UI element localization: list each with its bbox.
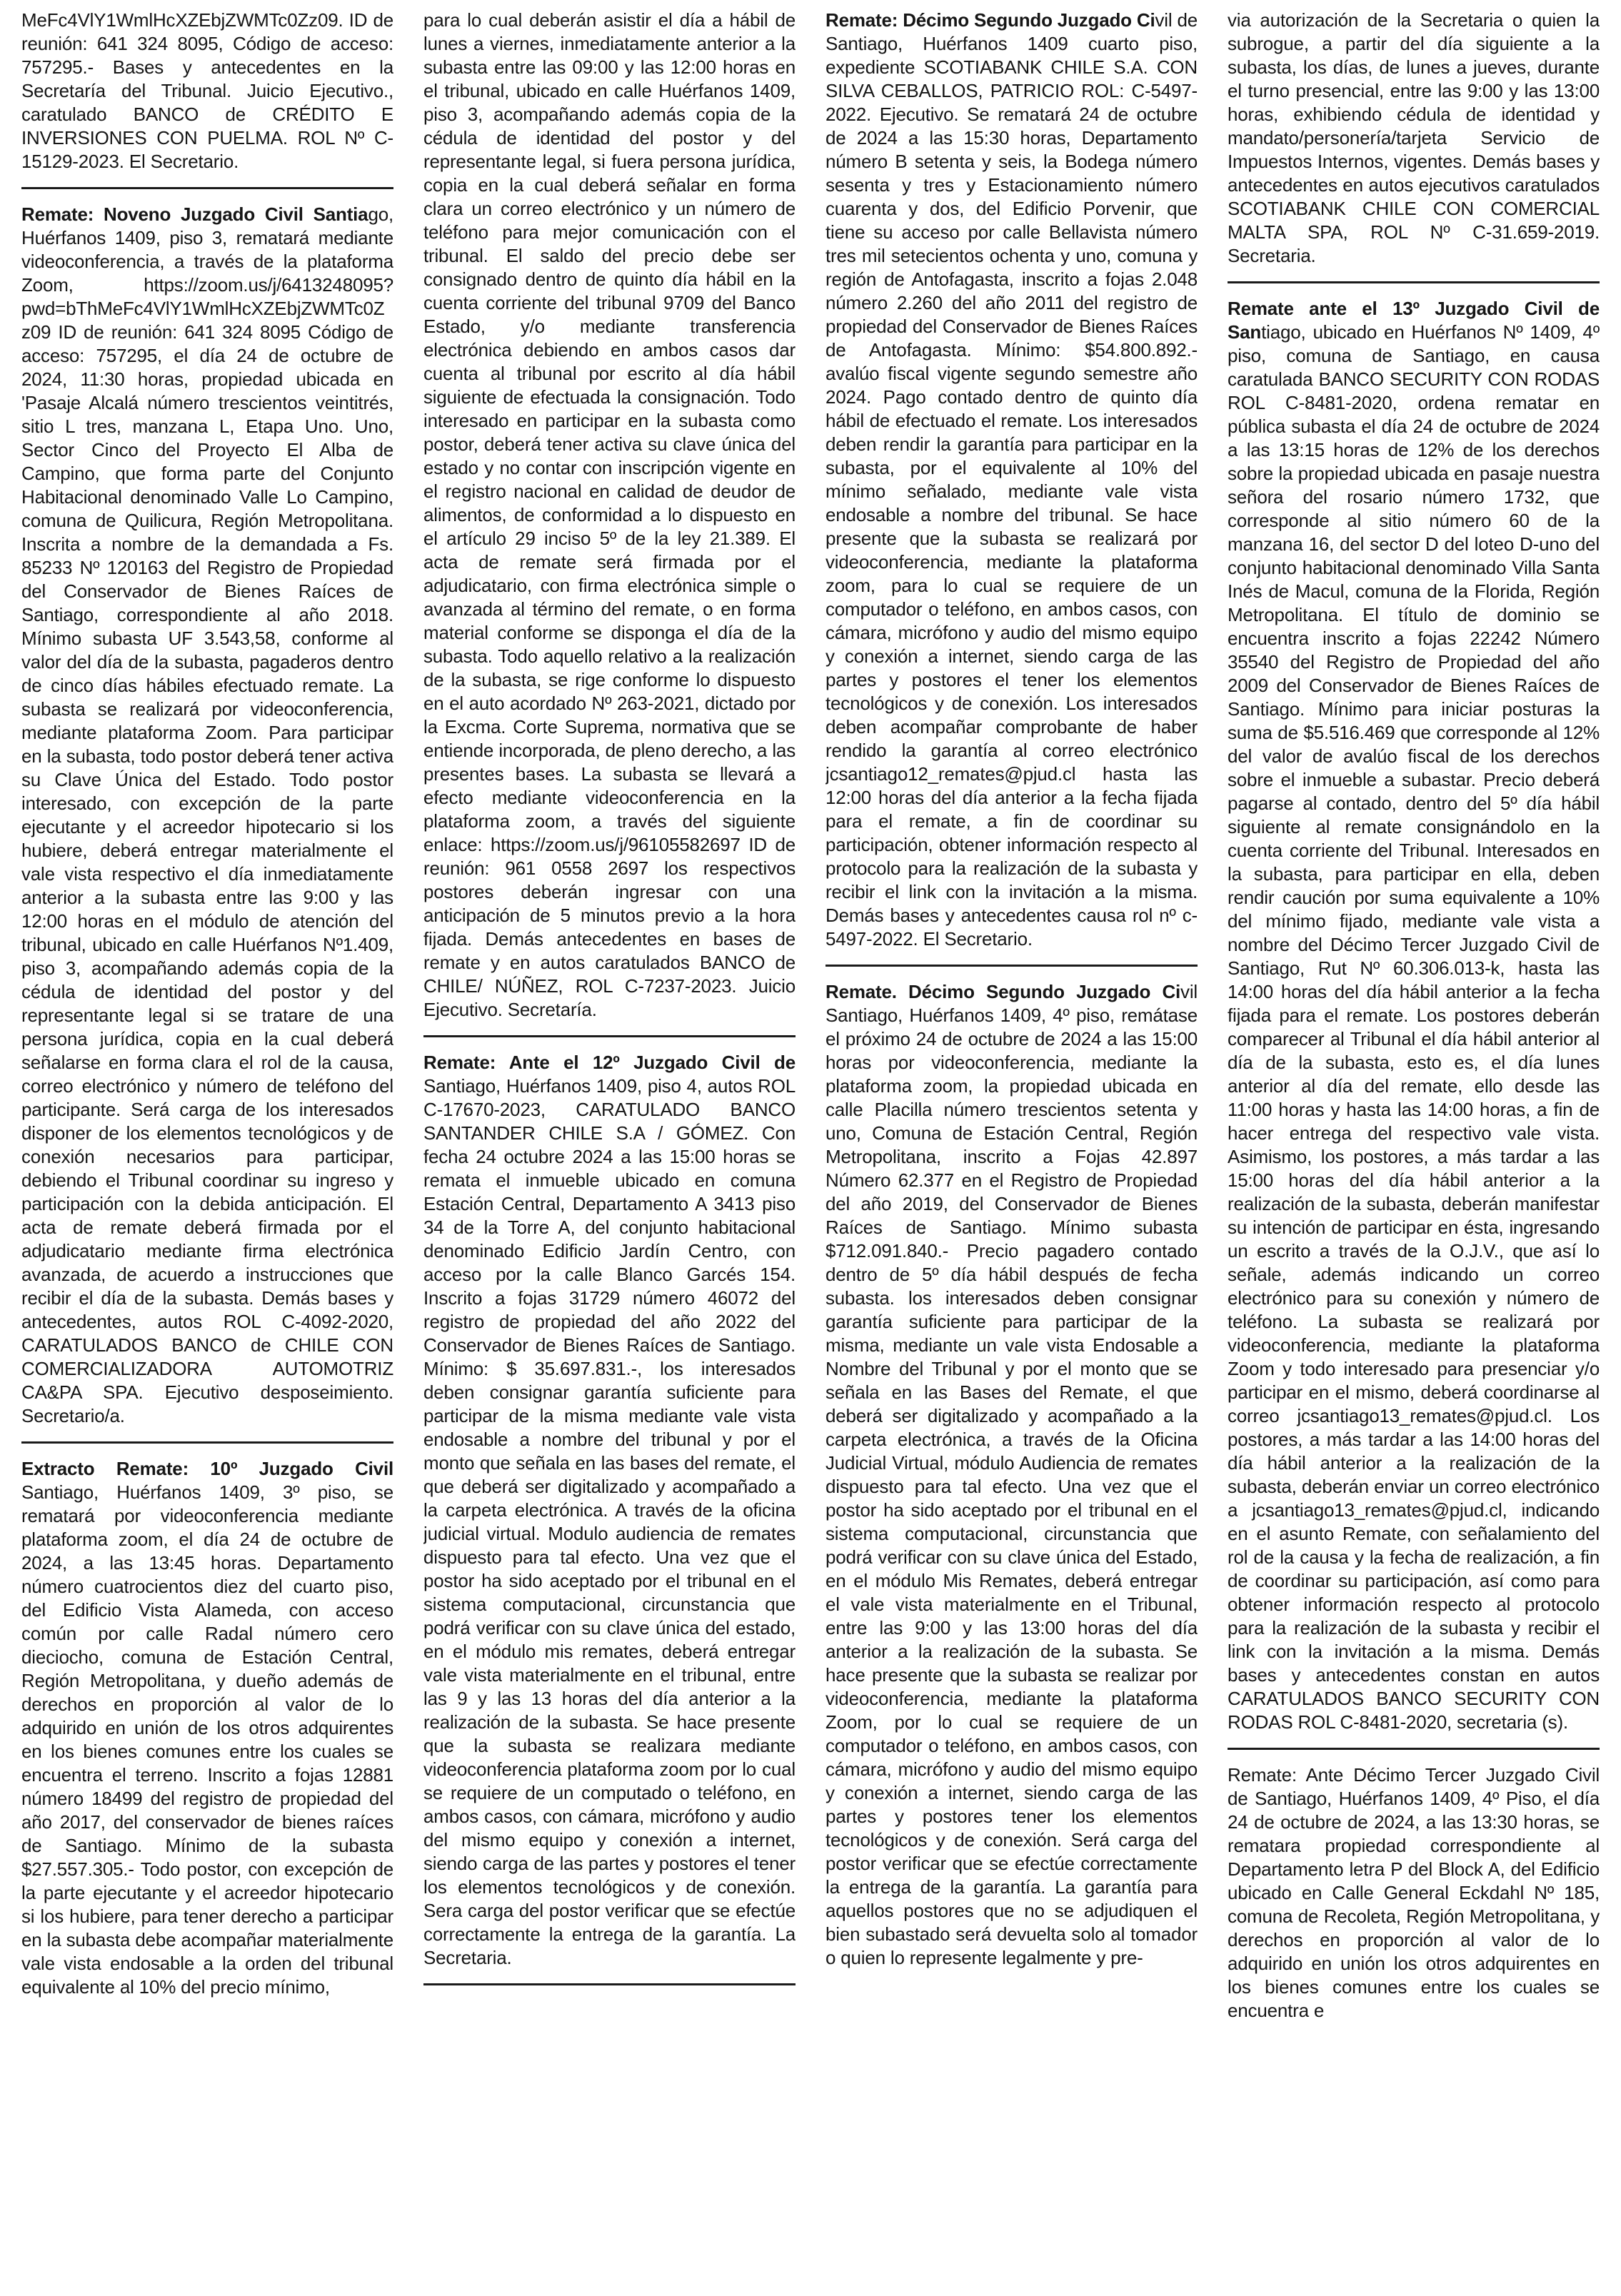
- notice-noveno-juzgado-banco-chile: [21, 203, 393, 1428]
- notice-paragraph: [21, 9, 393, 173]
- notice-paragraph: [423, 1051, 796, 1970]
- notice-lead: Remate. Décimo Segundo Juzgado Ci: [825, 981, 1181, 1002]
- notice-separator: [1228, 281, 1600, 283]
- notice-body: para lo cual deberán asistir el día a hábil de lunes a viernes, inmediatamente anterior a la subasta entre las 09:00 y las 12:00 horas en el tribunal, ubicado en calle Huérfanos 1409, piso 3, acompañando además copia de la cédula de identidad del postor y del representante legal, si fuera persona jurídica, copia en la cual deberá señalar en forma clara un correo electrónico y un número de teléfono para mejor comunicación con el tribunal. El saldo del precio debe ser consignado dentro de quinto día hábil en la cuenta corriente del tribunal 9709 del Banco Estado, y/o mediante transferencia electrónica debiendo en ambos casos dar cuenta al tribunal por escrito al día hábil siguiente de efectuada la consignación. Todo interesado en participar en la subasta como postor, deberá tener activa su clave única del estado y no contar con inscripción vigente en el registro nacional en calidad de deudor de alimentos, de conformidad a lo dispuesto en el artículo 29 inciso 5º de la ley 21.389. El acta de remate será firmada por el adjudicatario, con firma electrónica simple o avanzada al término del remate, o en forma material conforme se disponga el día de la subasta. Todo aquello relativo a la realización de la subasta, se rige conforme lo dispuesto en el auto acordado Nº 263-2021, dictado por la Excma. Corte Suprema, normativa que se entiende incorporada, de pleno derecho, a las presentes bases. La subasta se llevará a efecto mediante videoconferencia en la plataforma zoom, a través del siguiente enlace: https://zoom.us/j/96105582697 ID de reunión: 961 0558 2697 los respectivos postores deberán ingresar con una anticipación de 5 minutos previo a la hora fijada. Demás antecedentes en bases de remate y en autos caratulados BANCO de CHILE/ NÚÑEZ, ROL C-7237-2023. Juicio Ejecutivo. Secretaría.: [423, 9, 796, 1020]
- column-3: [825, 9, 1198, 2296]
- notice-decimo-juzgado-extracto-part-1: [21, 1457, 393, 1999]
- notice-body: Santiago, Huérfanos 1409, piso 4, autos ROL C-17670-2023, CARATULADO BANCO SANTANDER CHILE S.A / GÓMEZ. Con fecha 24 octubre 2024 a las 15:00 horas se remata el inmueble ubicado en comuna Estación Central, Departamento A 3413 piso 34 de la Torre A, del conjunto habitacional denominado Edificio Jardín Centro, con acceso por la calle Blanco Garcés 154. Inscrito a fojas 31729 número 46072 del registro de propiedad del año 2022 del Conservador de Bienes Raíces de Santiago. Mínimo: $ 35.697.831.-, los interesados deben consignar garantía suficiente para participar de la misma mediante vale vista endosable a nombre del tribunal y por el monto que señala en las bases del remate, el que deberá ser digitalizado y acompañado a la carpeta electrónica. A través de la oficina judicial virtual. Modulo audiencia de remates dispuesto para tal efecto. Una vez que el postor ha sido aceptado por el tribunal en el sistema computacional, circunstancia que podrá verificar con su clave única del estado, en el módulo mis remates, deberá entregar vale vista materialmente en el tribunal, entre las 9 y las 13 horas del día anterior a la realización de la subasta. Se hace presente que la subasta se realizara mediante videoconferencia plataforma zoom por lo cual se requiere de un computado o teléfono, en ambos casos, con cámara, micrófono y audio del mismo equipo y conexión a internet, siendo carga de las partes y postores el tener los elementos tecnológicos y de conexión. Sera carga del postor verificar que se efectúe correctamente la entrega de la garantía. La Secretaria.: [423, 1075, 796, 1968]
- column-1: [21, 9, 393, 2296]
- notice-12-juzgado-malta-part-1: [825, 980, 1198, 1970]
- notice-body: Santiago, Huérfanos 1409, 3º piso, se rematará por videoconferencia mediante plataforma zoom, el día 24 de octubre de 2024, a las 13:45 horas. Departamento número cuatrocientos diez del cuarto piso, del Edificio Vista Alameda, con acceso común por calle Radal número cero dieciocho, comuna de Estación Central, Región Metropolitana, y dueño además de derechos en proporción al valor de lo adquirido en unión de los otros adquirentes en los bienes comunes entre los cuales se encuentra el terreno. Inscrito a fojas 12881 número 18499 del registro de propiedad del año 2017, del conservador de bienes raíces de Santiago. Mínimo de la subasta $27.557.305.- Todo postor, con excepción de la parte ejecutante y el acreedor hipotecario si los hubiere, para tener derecho a participar en la subasta debe acompañar materialmente vale vista endosable a la orden del tribunal equivalente al 10% del precio mínimo,: [21, 1481, 393, 1998]
- notice-body: go, Huérfanos 1409, piso 3, rematará mediante videoconferencia, a través de la plataforma Zoom, https://zoom.us/j/6413248095?pwd=bThMeFc4VlY1WmlHcXZEbjZWMTc0Zz09 ID de reunión: 641 324 8095 Código de acceso: 757295, el día 24 de octubre de 2024, 11:30 horas, propiedad ubicada en 'Pasaje Alcalá número trescientos veintitrés, sitio L tres, manzana L, Etapa Uno. Uno, Sector Cinco del Proyecto El Alba de Campino, que forma parte del Conjunto Habitacional denominado Valle Lo Campino, comuna de Quilicura, Región Metropolitana. Inscrita a nombre de la demandada a Fs. 85233 Nº 120163 del Registro de Propiedad del Conservador de Bienes Raíces de Santiago, correspondiente al año 2018. Mínimo subasta UF 3.543,58, conforme al valor del día de la subasta, pagaderos dentro de cinco días hábiles efectuado remate. La subasta se realizará por videoconferencia, mediante plataforma Zoom. Para participar en la subasta, todo postor deberá tener activa su Clave Única del Estado. Todo postor interesado, con excepción de la parte ejecutante y el acreedor hipotecario si los hubiere, deberá entregar materialmente el vale vista respectivo el día inmediatamente anterior a la subasta entre las 9:00 y las 12:00 horas en el módulo de atención del tribunal, ubicado en calle Huérfanos Nº1.409, piso 3, acompañando además copia de la cédula de identidad del postor y del representante legal si se tratare de una persona jurídica, copia en la cual deberá señalarse en forma clara el rol de la causa, correo electrónico y número de teléfono del participante. Será carga de los interesados disponer de los elementos tecnológicos y de conexión necesarios para participar, debiendo el Tribunal coordinar su ingreso y participación con la debida anticipación. El acta de remate deberá firmada por el adjudicatario mediante firma electrónica avanzada, de acuerdo a instrucciones que recibir el día de la subasta. Demás bases y antecedentes, autos ROL C-4092-2020, CARATULADOS BANCO de CHILE CON COMERCIALIZADORA AUTOMOTRIZ CA&PA SPA. Ejecutivo desposeimiento. Secretario/a.: [21, 203, 393, 1426]
- notice-lead: Remate ante el 13º Juzgado Civil de San: [1228, 298, 1600, 343]
- notice-body: Remate: Ante Décimo Tercer Juzgado Civil de Santiago, Huérfanos 1409, 4º Piso, el día 24 de octubre de 2024, a las 13:30 horas, se rematara propiedad correspondiente al Departamento letra P del Block A, del Edificio ubicado en Calle General Eckdahl Nº 185, comuna de Recoleta, Región Metropolitana, y derechos en proporción al valor de lo adquirido en unión los otros adquirentes en los bienes comunes entre los cuales se encuentra e: [1228, 1764, 1600, 2021]
- notice-separator: [825, 965, 1198, 967]
- notice-separator: [423, 1983, 796, 1985]
- notice-paragraph: [1228, 1763, 1600, 2023]
- column-4: [1228, 9, 1600, 2296]
- notice-13-juzgado-banco-security: [1228, 297, 1600, 1734]
- notice-body: MeFc4VlY1WmlHcXZEbjZWMTc0Zz09. ID de reunión: 641 324 8095, Código de acceso: 757295.- Bases y antecedentes en la Secretaría del Tribunal. Juicio Ejecutivo., caratulado BANCO de CRÉDITO E INVERSIONES CON PUELMA. ROL Nº C-15129-2023. El Secretario.: [21, 9, 393, 172]
- notice-separator: [1228, 1748, 1600, 1750]
- notice-decimo-juzgado-extracto-part-2: [423, 9, 796, 1022]
- notice-paragraph: [21, 1457, 393, 1999]
- notice-12-juzgado-malta-part-2: [1228, 9, 1600, 268]
- notice-lead: Remate: Noveno Juzgado Civil Santia: [21, 203, 368, 225]
- notice-paragraph: [1228, 297, 1600, 1734]
- notice-separator: [21, 1441, 393, 1444]
- notice-12-juzgado-scotiabank-silva: [825, 9, 1198, 951]
- notice-body: vil Santiago, Huérfanos 1409, 4º piso, remátase el próximo 24 de octubre de 2024 a las 15:00 horas por videoconferencia, mediante la plataforma zoom, la propiedad ubicada en calle Placilla número trescientos setenta y uno, Comuna de Estación Central, Región Metropolitana, inscrito a Fojas 42.897 Número 62.377 en el Registro de Propiedad del año 2019, del Conservador de Bienes Raíces de Santiago. Mínimo subasta $712.091.840.- Precio pagadero contado dentro de 5º día hábil después de fecha subasta. los interesados deben consignar garantía suficiente para participar de la misma, mediante un vale vista Endosable a Nombre del Tribunal y por el monto que se señala en las Bases del Remate, el que deberá ser digitalizado y acompañado a la carpeta electrónica, a través de la Oficina Judicial Virtual, módulo Audiencia de remates dispuesto para tal efecto. Una vez que el postor ha sido aceptado por el tribunal en el sistema computacional, circunstancia que podrá verificar con su clave única del Estado, en el módulo Mis Remates, deberá entregar el vale vista materialmente en el Tribunal, entre las 9:00 y las 13:00 horas del día anterior a la realización de la subasta. Se hace presente que la subasta se realizar por videoconferencia, mediante la plataforma Zoom, por lo cual se requiere de un computador o teléfono, en ambos casos, con cámara, micrófono y audio del mismo equipo y conexión a internet, siendo carga de las partes y postores tener los elementos tecnológicos y de conexión. Será carga del postor verificar que se efectúe correctamente la entrega de la garantía. La garantía para aquellos postores que no se adjudiquen el bien subastado será devuelta solo al tomador o quien lo represente legalmente y pre-: [825, 981, 1198, 1968]
- notice-lead: Remate: Ante el 12º Juzgado Civil de: [423, 1052, 796, 1073]
- notice-body: vil de Santiago, Huérfanos 1409 cuarto piso, expediente SCOTIABANK CHILE S.A. CON SILVA CEBALLOS, PATRICIO ROL: C-5497-2022. Ejecutivo. Se rematará 24 de octubre de 2024 a las 15:30 horas, Departamento número B setenta y seis, la Bodega número sesenta y tres y Estacionamiento número cuarenta y dos, del Edificio Porvenir, que tiene su acceso por calle Bellavista número tres mil setecientos ochenta y uno, comuna y región de Antofagasta, inscrito a fojas 2.048 número 2.260 del año 2011 del registro de propiedad del Conservador de Bienes Raíces de Antofagasta. Mínimo: $54.800.892.- avalúo fiscal vigente segundo semestre año 2024. Pago contado dentro de quinto día hábil de efectuado el remate. Los interesados deben rendir la garantía para participar en la subasta, por el equivalente al 10% del mínimo señalado, mediante vale vista endosable a nombre del tribunal. Se hace presente que la subasta se realizará por videoconferencia, mediante la plataforma zoom, para lo cual se requiere de un computador o teléfono, en ambos casos, con cámara, micrófono y audio del mismo equipo y conexión a internet, siendo carga de las partes y postores el tener los elementos tecnológicos y de conexión. Los interesados deben acompañar comprobante de haber rendido la garantía al correo electrónico jcsantiago12_remates@pjud.cl hasta las 12:00 horas del día anterior a la fecha fijada para el remate, a fin de coordinar su participación, obtener información respecto al protocolo para la realización de la subasta y recibir el link con la invitación a la misma. Demás bases y antecedentes causa rol nº c-5497-2022. El Secretario.: [825, 9, 1198, 950]
- notice-paragraph: [1228, 9, 1600, 268]
- notice-paragraph: [21, 203, 393, 1428]
- notice-paragraph: [825, 980, 1198, 1970]
- notice-body: via autorización de la Secretaria o quien la subrogue, a partir del día siguiente a la subasta, los días, de lunes a jueves, durante el turno presencial, entre las 9:00 y las 13:00 horas, exhibiendo cédula de identidad y mandato/personería/tarjeta Servicio de Impuestos Internos, vigentes. Demás bases y antecedentes en autos ejecutivos caratulados SCOTIABANK CHILE CON COMERCIAL MALTA SPA, ROL Nº C-31.659-2019. Secretaria.: [1228, 9, 1600, 266]
- notice-body: tiago, ubicado en Huérfanos Nº 1409, 4º piso, comuna de Santiago, en causa caratulada BANCO SECURITY CON RODAS ROL C-8481-2020, ordena rematar en pública subasta el día 24 de octubre de 2024 a las 13:15 horas de 12% de los derechos sobre la propiedad ubicada en pasaje nuestra señora del rosario número 1732, que corresponde al sitio número 60 de la manzana 16, del sector D del loteo D-uno del conjunto habitacional denominado Villa Santa Inés de Macul, comuna de la Florida, Región Metropolitana. El título de dominio se encuentra inscrito a fojas 22242 Número 35540 del Registro de Propiedad del año 2009 del Conservador de Bienes Raíces de Santiago. Mínimo para iniciar posturas la suma de $5.516.469 que corresponde al 12% del valor de avalúo fiscal de los derechos sobre el inmueble a subastar. Precio deberá pagarse al contado, dentro del 5º día hábil siguiente al remate consignándolo en la cuenta corriente del Tribunal. Interesados en la subasta, para participar en ella, deben rendir caución por suma equivalente a 10% del mínimo fijado, mediante vale vista a nombre del Décimo Tercer Juzgado Civil de Santiago, Rut Nº 60.306.013-k, hasta las 14:00 horas del día hábil anterior a la fecha fijada para el remate. Los postores deberán comparecer al Tribunal el día hábil anterior al día de la subasta, esto es, el día lunes anterior al día del remate, ello desde las 11:00 horas y hasta las 14:00 horas, a fin de hacer entrega del respectivo vale vista. Asimismo, los postores, a más tardar a las 15:00 horas del día hábil anterior a la realización de la subasta, deberán manifestar su intención de participar en ésta, ingresando un escrito a través de la O.J.V., que así lo señale, además indicando un correo electrónico para su conexión y número de teléfono. La subasta se realizará por videoconferencia, mediante la plataforma Zoom y todo interesado para presenciar y/o participar en el mismo, deberá coordinarse al correo jcsantiago13_remates@pjud.cl. Los postores, a más tardar a las 14:00 horas del día hábil anterior a la realización de la subasta, deberán enviar un correo electrónico a jcsantiago13_remates@pjud.cl, indicando en el asunto Remate, con señalamiento del rol de la causa y la fecha de realización, a fin de coordinar su participación, así como para obtener información respecto al protocolo para la realización de la subasta y recibir el link con la invitación a la misma. Demás bases y antecedentes constan en autos CARATULADOS BANCO SECURITY CON RODAS ROL C-8481-2020, secretaria (s).: [1228, 321, 1600, 1733]
- notice-separator: [21, 187, 393, 189]
- notice-separator: [423, 1035, 796, 1037]
- notice-bci-puelma-end: [21, 9, 393, 173]
- notice-paragraph: [423, 9, 796, 1022]
- notice-lead: Remate: Décimo Segundo Juzgado Ci: [825, 9, 1155, 31]
- column-2: [423, 9, 796, 2296]
- notice-13-juzgado-recoleta: [1228, 1763, 1600, 2023]
- notice-paragraph: [825, 9, 1198, 951]
- notice-lead: Extracto Remate: 10º Juzgado Civil: [21, 1458, 393, 1479]
- notice-12-juzgado-santander: [423, 1051, 796, 1970]
